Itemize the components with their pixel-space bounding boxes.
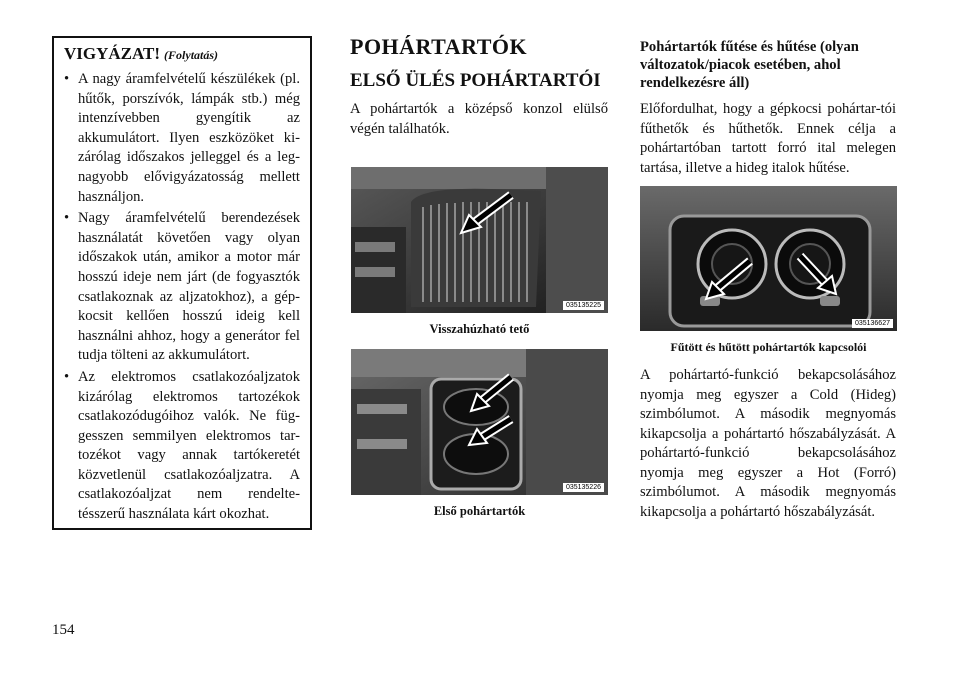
retractable-cover-illustration (351, 167, 608, 313)
intro-paragraph: A pohártartók a középső konzol elülső végén találhatók. (350, 101, 608, 137)
warning-title (64, 44, 300, 64)
section-heading: POHÁRTARTÓK (350, 34, 528, 59)
section-subheading: ELSŐ ÜLÉS POHÁRTARTÓI (350, 70, 601, 91)
warning-list (64, 70, 300, 525)
warning-item: • Az elektromos csatlakozóaljzatok kizárólag elektromos tartozékok csatlakozódugóihoz valók. Ne füg-gesszen semmilyen elektromos tar-tozékot vagy annak tartókeretét közvetlenül csatlakozóaljzatra. A csatlakozóaljzat nem rendelte-tésszerű használata kárt okozhat. (64, 368, 300, 525)
middle-column (350, 34, 608, 139)
front-cupholders-photo (351, 349, 608, 495)
heated-cooled-cupholders-photo (640, 186, 897, 331)
page-number: 154 (52, 622, 75, 638)
warning-item: • Nagy áramfelvételű berendezések használatát követően vagy olyan időszakok után, amikor a motor már hosszú ideje nem járt (de fogyasztók csatlakoznak az aljzatokhoz), a gép-kocsit kellően hosszú ideig kell használni ahhoz, hogy a generátor fel tudja tölteni az akkumulátort. (64, 209, 300, 366)
figure3-caption: Fűtött és hűtött pohártartók kapcsolói (670, 340, 867, 354)
figure2-caption: Első pohártartók (433, 504, 526, 518)
warning-title-text: VIGYÁZAT! (64, 44, 161, 63)
right-column (640, 38, 896, 178)
warning-item: • A nagy áramfelvételű készülékek (pl. hűtők, porszívók, lámpák stb.) még intenzívebben gyengítik az akkumulátort. Ilyen eszközöket ki-zárólag időszakos jelleggel és a leg-nagyobb elővigyázatosság mellett használjon. (64, 70, 300, 207)
heated-cooled-paragraph: Előfordulhat, hogy a gépkocsi pohártar-tói fűthetők és hűthetők. Ennek célja a pohártartóban tartott forró ital melegen tartása, illetve a hideg italok hűtése. (640, 101, 896, 176)
figure3-code: 035136627 (852, 319, 893, 328)
retractable-cover-photo (351, 167, 608, 313)
figure1-code: 035135225 (563, 301, 604, 310)
figure1-caption: Visszahúzható tető (429, 322, 530, 336)
warning-continued: (Folytatás) (164, 48, 219, 62)
front-cupholders-illustration (351, 349, 608, 495)
figure2-code: 035135226 (563, 483, 604, 492)
warning-box (52, 36, 312, 530)
heated-cooled-cupholders-illustration (640, 186, 897, 331)
operation-paragraph: A pohártartó-funkció bekapcsolásához nyomja meg egyszer a Cold (Hideg) szimbólumot. A második megnyomás kikapcsolja a pohártartó hőszabályzását. A pohártartó-funkció bekapcsolásához nyomja meg egyszer a Hot (Forró) szimbólumot. A második megnyomás kikapcsolja a pohártartó hőszabályzását. (640, 367, 896, 520)
heated-cooled-heading: Pohártartók fűtése és hűtése (olyan változatok/piacok esetében, ahol rendelkezésre áll) (640, 39, 859, 91)
